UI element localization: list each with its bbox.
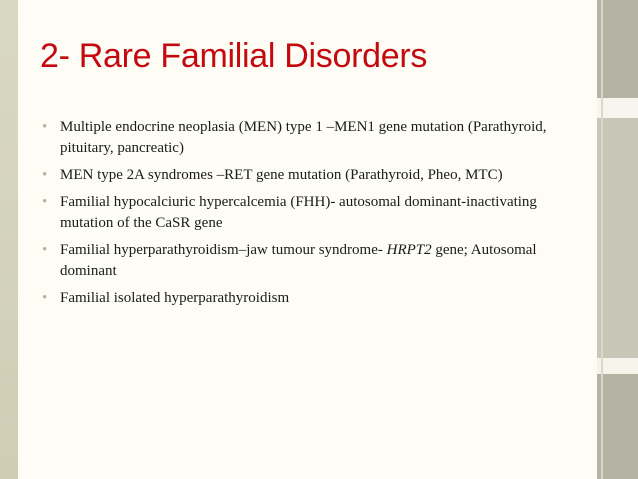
bullet-item-men2a (40, 165, 570, 186)
bullet-text: Multiple endocrine neoplasia (MEN) type 1 –MEN1 gene mutation (Parathyroid, pituitary, pancreatic) (60, 119, 547, 156)
bullet-item-hpt-jt (40, 240, 570, 282)
band-line (601, 0, 603, 479)
bullet-icon: • (42, 194, 48, 210)
bullet-item-men1 (40, 117, 570, 159)
bullet-icon: • (42, 290, 48, 306)
band-segment (597, 358, 638, 374)
bullet-text-part: gene; Autosomal dominant (60, 242, 537, 279)
bullet-icon: • (42, 119, 48, 135)
band-segment (597, 374, 638, 479)
left-border-band (0, 0, 18, 479)
right-decorative-band (597, 0, 638, 479)
slide-title: 2- Rare Familial Disorders (40, 37, 428, 75)
bullet-icon: • (42, 167, 48, 183)
bullet-item-fhh (40, 192, 570, 234)
band-segment (597, 0, 638, 98)
bullet-text: Familial isolated hyperparathyroidism (60, 290, 290, 306)
bullet-text-part: Familial hyperparathyroidism–jaw tumour syndrome- (60, 242, 387, 258)
bullet-icon: • (42, 242, 48, 258)
gene-name-italic: HRPT2 (386, 242, 432, 258)
bullet-text: MEN type 2A syndromes –RET gene mutation (Parathyroid, Pheo, MTC) (60, 167, 503, 183)
bullet-text: Familial hypocalciuric hypercalcemia (FHH)- autosomal dominant-inactivating mutation of the CaSR gene (60, 194, 537, 231)
band-segment (597, 98, 638, 118)
band-segment (597, 118, 638, 358)
bullet-list (40, 117, 570, 315)
bullet-item-fihp (40, 288, 570, 309)
